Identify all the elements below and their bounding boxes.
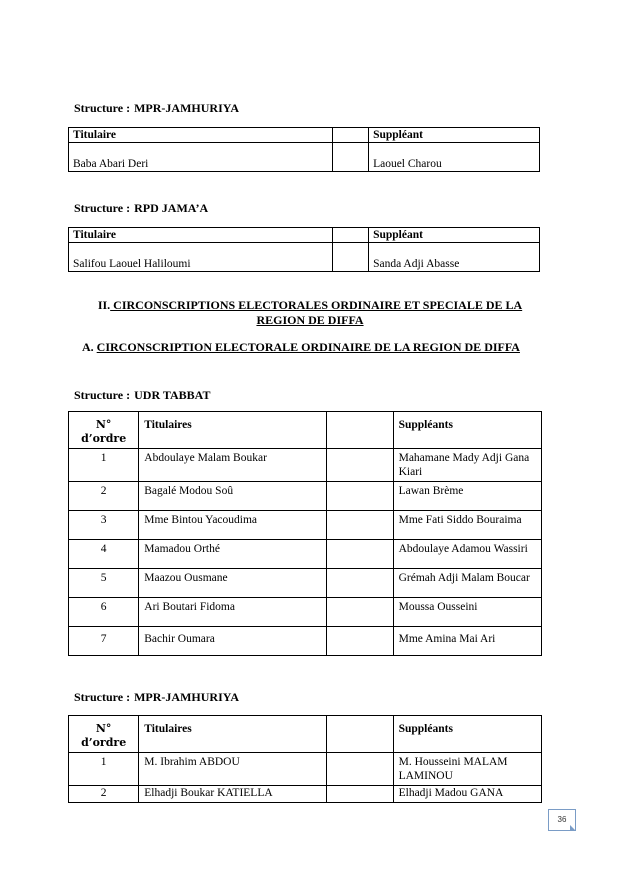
titulaire-header: Titulaire [69, 128, 333, 143]
titulaire-cell: Salifou Laouel Haliloumi [69, 243, 333, 272]
empty-cell [333, 128, 369, 143]
empty-cell [333, 143, 369, 172]
structure-heading-mpr: Structure : MPR-JAMHURIYA [74, 101, 239, 115]
table-header-row [69, 412, 542, 449]
suppleant-cell: Moussa Ousseini [393, 598, 541, 627]
empty-cell [326, 482, 393, 511]
section-heading-text: CIRCONSCRIPTIONS ELECTORALES ORDINAIRE ET SPECIALE DE LA REGION DE DIFFA [110, 298, 523, 327]
table-row [69, 627, 542, 656]
titulaires-header: Titulaires [139, 412, 326, 449]
table-row [69, 786, 542, 803]
titulaires-header: Titulaires [139, 716, 326, 753]
section-heading: II. CIRCONSCRIPTIONS ELECTORALES ORDINAIRE ET SPECIALE DE LA REGION DE DIFFA [97, 298, 523, 327]
structure-heading-mpr-list: Structure : MPR-JAMHURIYA [74, 690, 239, 704]
mpr-candidate-table [68, 127, 540, 172]
titulaire-cell: Abdoulaye Malam Boukar [139, 449, 326, 482]
empty-cell [326, 540, 393, 569]
table-row [69, 511, 542, 540]
empty-cell [326, 753, 393, 786]
empty-cell [326, 716, 393, 753]
ordre-cell: 6 [69, 598, 139, 627]
structure-name: MPR-JAMHURIYA [134, 690, 239, 704]
titulaire-cell: Baba Abari Deri [69, 143, 333, 172]
titulaire-cell: Maazou Ousmane [139, 569, 326, 598]
ordre-cell: 3 [69, 511, 139, 540]
subsection-heading-text: CIRCONSCRIPTION ELECTORALE ORDINAIRE DE LA REGION DE DIFFA [96, 340, 520, 354]
ordre-cell: 1 [69, 449, 139, 482]
suppleant-cell: Abdoulaye Adamou Wassiri [393, 540, 541, 569]
udr-candidate-table [68, 411, 542, 656]
table-row [69, 569, 542, 598]
ordre-cell: 7 [69, 627, 139, 656]
titulaire-cell: Bagalé Modou Soû [139, 482, 326, 511]
suppleant-cell: Mme Amina Mai Ari [393, 627, 541, 656]
table-row [69, 540, 542, 569]
empty-cell [333, 243, 369, 272]
structure-name: UDR TABBAT [134, 388, 211, 402]
suppleant-cell: Lawan Brème [393, 482, 541, 511]
titulaire-cell: Elhadji Boukar KATIELLA [139, 786, 326, 803]
table-row [69, 449, 542, 482]
table-header-row [69, 716, 542, 753]
suppleant-cell: Mahamane Mady Adji Gana Kiari [393, 449, 541, 482]
titulaire-cell: M. Ibrahim ABDOU [139, 753, 326, 786]
titulaire-header: Titulaire [69, 228, 333, 243]
suppleant-cell: Mme Fati Siddo Bouraima [393, 511, 541, 540]
structure-name: MPR-JAMHURIYA [134, 101, 239, 115]
empty-cell [333, 228, 369, 243]
table-row [69, 143, 540, 172]
suppleants-header: Suppléants [393, 716, 541, 753]
ordre-header: N° d’ordre [69, 716, 139, 753]
mpr-list-candidate-table [68, 715, 542, 803]
suppleant-cell: Laouel Charou [369, 143, 540, 172]
ordre-cell: 2 [69, 482, 139, 511]
ordre-cell: 1 [69, 753, 139, 786]
empty-cell [326, 598, 393, 627]
table-row [69, 482, 542, 511]
empty-cell [326, 449, 393, 482]
empty-cell [326, 627, 393, 656]
suppleant-cell: Sanda Adji Abasse [369, 243, 540, 272]
empty-cell [326, 569, 393, 598]
empty-cell [326, 412, 393, 449]
suppleant-header: Suppléant [369, 128, 540, 143]
table-row [69, 243, 540, 272]
structure-name: RPD JAMA’A [134, 201, 209, 215]
ordre-header: N° d’ordre [69, 412, 139, 449]
table-row [69, 753, 542, 786]
suppleant-header: Suppléant [369, 228, 540, 243]
suppleants-header: Suppléants [393, 412, 541, 449]
titulaire-cell: Mamadou Orthé [139, 540, 326, 569]
titulaire-cell: Mme Bintou Yacoudima [139, 511, 326, 540]
suppleant-cell: M. Housseini MALAM LAMINOU [393, 753, 541, 786]
rpd-candidate-table [68, 227, 540, 272]
ordre-cell: 5 [69, 569, 139, 598]
ordre-cell: 2 [69, 786, 139, 803]
empty-cell [326, 786, 393, 803]
table-header-row [69, 228, 540, 243]
structure-heading-udr: Structure : UDR TABBAT [74, 388, 211, 402]
suppleant-cell: Elhadji Madou GANA [393, 786, 541, 803]
structure-heading-rpd: Structure : RPD JAMA’A [74, 201, 209, 215]
titulaire-cell: Ari Boutari Fidoma [139, 598, 326, 627]
empty-cell [326, 511, 393, 540]
page-number: 36 [548, 809, 576, 831]
suppleant-cell: Grémah Adji Malam Boucar [393, 569, 541, 598]
table-row [69, 598, 542, 627]
titulaire-cell: Bachir Oumara [139, 627, 326, 656]
ordre-cell: 4 [69, 540, 139, 569]
subsection-heading: A. CIRCONSCRIPTION ELECTORALE ORDINAIRE DE LA REGION DE DIFFA [82, 340, 520, 354]
table-header-row [69, 128, 540, 143]
